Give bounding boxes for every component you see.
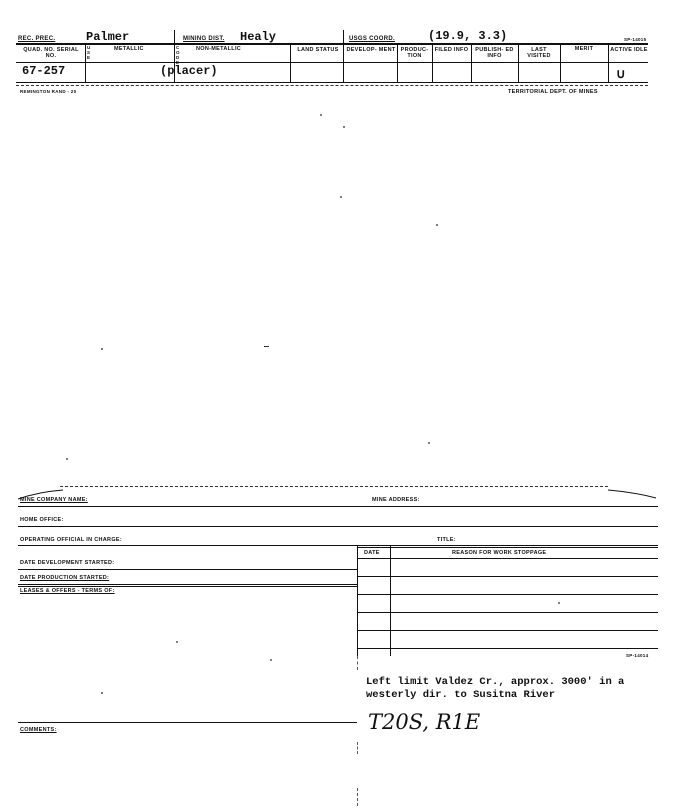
stoppage-left-border <box>357 546 358 656</box>
col-divider <box>608 44 609 82</box>
col-land-status-label: LAND STATUS <box>297 47 339 53</box>
stoppage-date-header: DATE <box>364 550 380 556</box>
date-development-label: DATE DEVELOPMENT STARTED: <box>20 560 115 566</box>
comments-label: COMMENTS: <box>20 727 57 733</box>
mining-district-label: MINING DIST. <box>183 36 225 42</box>
form-code-bottom: SP-14014 <box>626 653 649 658</box>
col-metallic-label: METALLIC <box>114 46 144 52</box>
scan-speck <box>264 346 269 347</box>
col-published-info-label: PUBLISH- ED INFO <box>475 47 514 59</box>
col-merit-label: MERIT <box>574 46 594 52</box>
home-office-label: HOME OFFICE: <box>20 517 64 523</box>
col-quad-serial <box>18 47 84 59</box>
margin-tick <box>357 656 358 670</box>
operating-official-label: OPERATING OFFICIAL IN CHARGE: <box>20 537 122 543</box>
commodity-value: (placer) <box>160 64 218 78</box>
scan-speck <box>436 224 438 226</box>
printer-note: REMINGTON RAND - 20 <box>20 89 77 94</box>
col-non-metallic-label: NON-METALLIC <box>196 46 242 52</box>
scan-speck <box>428 442 430 444</box>
margin-tick <box>357 788 358 806</box>
col-divider <box>343 30 344 82</box>
scan-speck <box>320 114 322 116</box>
stoppage-row-rule <box>357 558 658 559</box>
col-use-label: U S E <box>87 45 91 60</box>
stoppage-row-rule <box>357 594 658 595</box>
scan-speck <box>176 641 178 643</box>
stoppage-row-rule <box>357 630 658 631</box>
rule-home-office <box>18 526 658 527</box>
location-note-line2: westerly dir. to Susitna River <box>366 689 556 701</box>
rule-date-prod <box>18 584 357 585</box>
quad-serial-value: 67-257 <box>22 64 66 78</box>
stoppage-reason-header: REASON FOR WORK STOPPAGE <box>452 550 547 556</box>
usgs-coord-label: USGS COORD. <box>349 36 395 42</box>
scan-speck <box>101 692 103 694</box>
col-divider <box>85 44 86 82</box>
rule-comments <box>18 722 357 723</box>
mine-address-label: MINE ADDRESS: <box>372 497 420 503</box>
stoppage-row-rule <box>357 576 658 577</box>
date-production-label: DATE PRODUCTION STARTED: <box>20 575 110 581</box>
margin-tick <box>357 742 358 754</box>
rule-date-dev <box>18 569 357 570</box>
rec-prec-label: REC. PREC. <box>18 36 56 42</box>
township-note: T20S, R1E <box>368 710 481 734</box>
top-rule-1 <box>16 43 648 45</box>
scan-speck <box>66 458 68 460</box>
top-rule-2 <box>16 62 648 63</box>
col-serial-label: SERIAL NO. <box>45 47 79 59</box>
active-idle-mark: ∪ <box>616 66 626 81</box>
scan-speck <box>343 126 345 128</box>
scan-speck <box>270 659 272 661</box>
rule-company <box>18 506 658 507</box>
col-active-idle-label: ACTIVE IDLE <box>610 47 648 53</box>
form-code-top: SP-14015 <box>624 37 647 42</box>
col-code-label: C O D E <box>176 45 180 65</box>
leases-offers-label: LEASES & OFFERS - TERMS OF: <box>20 588 115 594</box>
top-rule-dashed <box>16 85 648 86</box>
title-label: TITLE: <box>437 537 456 543</box>
col-filed-info-label: FILED INFO <box>434 47 469 53</box>
dept-note: TERRITORIAL DEPT. OF MINES <box>508 89 598 95</box>
top-rule-3 <box>16 82 648 83</box>
rule-date-prod-double <box>18 586 357 587</box>
col-last-visited-label: LAST VISITED <box>527 47 551 59</box>
scan-speck <box>101 348 103 350</box>
stoppage-row-rule <box>357 612 658 613</box>
card-edge-curl <box>18 484 658 504</box>
rec-prec-value: Palmer <box>86 30 130 44</box>
mining-district-value: Healy <box>240 30 277 44</box>
mine-company-label: MINE COMPANY NAME: <box>20 497 88 503</box>
col-production-label: PRODUC- TION <box>400 47 429 59</box>
stoppage-date-divider <box>390 546 391 656</box>
usgs-coord-value: (19.9, 3.3) <box>428 29 508 43</box>
location-note-line1: Left limit Valdez Cr., approx. 3000' in a <box>366 676 625 688</box>
rule-official-double <box>357 547 658 548</box>
stoppage-row-rule <box>357 648 658 649</box>
scan-speck <box>558 602 560 604</box>
rule-official <box>18 545 658 546</box>
col-divider <box>290 44 291 82</box>
scan-speck <box>340 196 342 198</box>
col-quad-label: QUAD. NO. <box>23 47 55 53</box>
col-development-label: DEVELOP- MENT <box>346 47 396 53</box>
